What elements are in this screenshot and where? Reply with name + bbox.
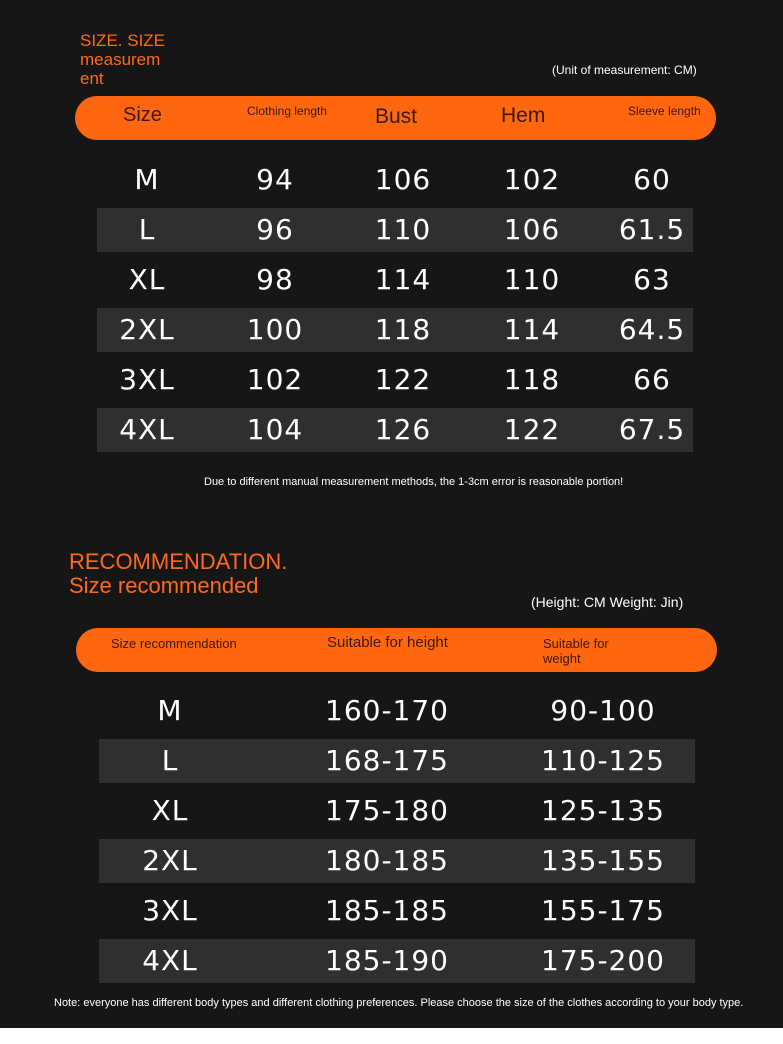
size-unit-note: (Unit of measurement: CM) [552,63,697,77]
recommendation-title-line: RECOMMENDATION. [69,549,288,574]
cell-bust: 126 [374,413,432,446]
cell-size: L [138,213,156,246]
cell-height: 175-180 [325,794,449,827]
header-clothing-length: Clothing length [247,104,328,118]
cell-sleeve-length: 64.5 [618,313,686,346]
cell-clothing-length: 94 [256,163,294,196]
table-row [97,258,693,302]
header-size: Size [123,104,162,126]
cell-weight: 125-135 [541,794,665,827]
cell-size: 3XL [142,894,198,927]
cell-clothing-length: 96 [256,213,294,246]
cell-size: XL [128,263,166,296]
cell-hem: 118 [503,363,561,396]
size-title-line: measurem [80,50,161,69]
cell-clothing-length: 102 [246,363,304,396]
cell-clothing-length: 100 [246,313,304,346]
size-table-header [75,96,716,140]
cell-weight: 155-175 [541,894,665,927]
cell-size: 2XL [142,844,198,877]
cell-hem: 110 [503,263,561,296]
bottom-strip [0,1028,783,1044]
table-row [97,358,693,402]
cell-size: L [161,744,179,777]
cell-sleeve-length: 67.5 [618,413,686,446]
cell-sleeve-length: 66 [633,363,671,396]
cell-bust: 106 [374,163,432,196]
cell-clothing-length: 104 [246,413,304,446]
table-row [99,889,695,933]
cell-bust: 118 [374,313,432,346]
table-row [99,839,695,883]
cell-sleeve-length: 63 [633,263,671,296]
cell-bust: 122 [374,363,432,396]
size-title-line: ent [80,69,104,88]
size-section-title [80,31,165,88]
cell-size: M [134,163,160,196]
cell-weight: 175-200 [541,944,665,977]
cell-height: 180-185 [325,844,449,877]
cell-sleeve-length: 60 [633,163,671,196]
cell-height: 168-175 [325,744,449,777]
cell-hem: 114 [503,313,561,346]
table-row [97,158,693,202]
cell-size: 3XL [119,363,175,396]
recommendation-unit-note: (Height: CM Weight: Jin) [531,594,684,610]
cell-weight: 135-155 [541,844,665,877]
cell-size: 4XL [142,944,198,977]
cell-weight: 110-125 [541,744,665,777]
recommendation-section-title [69,550,287,598]
table-row [99,789,695,833]
measurement-error-note: Due to different manual measurement methods, the 1-3cm error is reasonable portion! [204,476,624,488]
recommendation-table-header [76,628,717,672]
header-hem: Hem [501,104,546,127]
header-bust: Bust [375,105,418,128]
cell-height: 185-185 [325,894,449,927]
cell-bust: 114 [374,263,432,296]
cell-height: 185-190 [325,944,449,977]
recommendation-title-line: Size recommended [69,573,259,598]
table-row [97,308,693,352]
cell-height: 160-170 [325,694,449,727]
cell-hem: 102 [503,163,561,196]
header-suitable-weight: Suitable for weight [543,636,609,666]
cell-size: XL [151,794,189,827]
cell-size: M [157,694,183,727]
header-size-recommendation: Size recommendation [111,636,237,651]
header-sleeve-length: Sleeve length [628,104,701,118]
table-row [99,689,695,733]
cell-clothing-length: 98 [256,263,294,296]
table-row [97,408,693,452]
cell-size: 2XL [119,313,175,346]
cell-size: 4XL [119,413,175,446]
cell-hem: 122 [503,413,561,446]
cell-bust: 110 [374,213,432,246]
table-row [97,208,693,252]
cell-weight: 90-100 [550,694,656,727]
cell-hem: 106 [503,213,561,246]
cell-sleeve-length: 61.5 [618,213,686,246]
size-title-line: SIZE. SIZE [80,31,166,50]
table-row [99,939,695,983]
header-suitable-height: Suitable for height [327,634,448,651]
body-type-note: Note: everyone has different body types and different clothing preferences. Please choose the size of the clothes according to your body type. [54,997,744,1009]
table-row [99,739,695,783]
